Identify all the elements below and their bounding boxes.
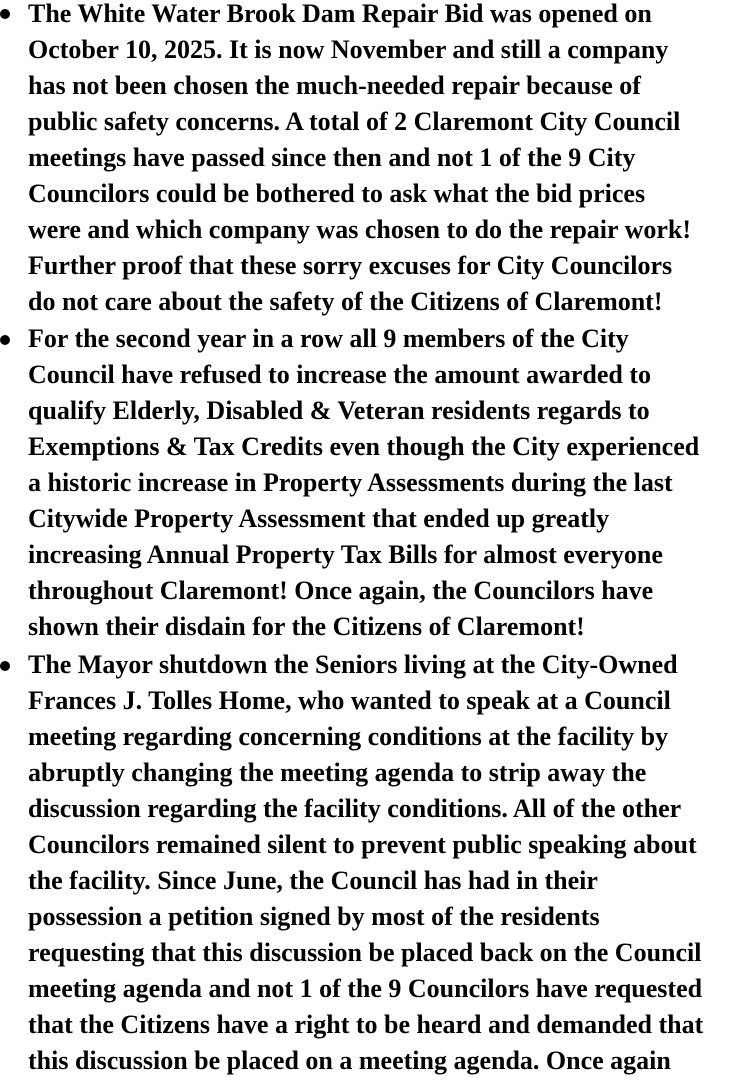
text-line: has not been chosen the much-needed repair because of: [28, 71, 641, 100]
text-line: the facility. Since June, the Council has had in their: [28, 866, 598, 895]
text-line: For the second year in a row all 9 members of the City: [28, 324, 629, 353]
text-line: were and which company was chosen to do the repair work!: [28, 215, 692, 244]
text-line: Council have refused to increase the amount awarded to: [28, 360, 652, 389]
text-line: throughout Claremont! Once again, the Councilors have: [28, 576, 654, 605]
text-line: this discussion be placed on a meeting agenda. Once again: [28, 1046, 671, 1075]
text-line: meeting regarding concerning conditions at the facility by: [28, 722, 669, 751]
text-line: shown their disdain for the Citizens of Claremont!: [28, 612, 585, 641]
text-line: discussion regarding the facility conditions. All of the other: [28, 794, 682, 823]
text-line: do not care about the safety of the Citizens of Claremont!: [28, 287, 663, 316]
text-line: Citywide Property Assessment that ended up greatly: [28, 504, 610, 533]
text-line: The Mayor shutdown the Seniors living at the City-Owned: [28, 650, 678, 679]
text-line: Frances J. Tolles Home, who wanted to speak at a Council: [28, 686, 671, 715]
text-line: a historic increase in Property Assessments during the last: [28, 468, 673, 497]
text-line: possession a petition signed by most of the residents: [28, 902, 600, 931]
bullet-dot-icon: [0, 661, 10, 671]
text-line: public safety concerns. A total of 2 Claremont City Council: [28, 107, 681, 136]
text-line: October 10, 2025. It is now November and still a company: [28, 35, 669, 64]
bullet-dot-icon: [0, 9, 10, 19]
text-line: meeting agenda and not 1 of the 9 Councilors have requested: [28, 974, 703, 1003]
text-line: Councilors could be bothered to ask what the bid prices: [28, 179, 646, 208]
text-line: Further proof that these sorry excuses for City Councilors: [28, 251, 673, 280]
text-line: Councilors remained silent to prevent public speaking about: [28, 830, 697, 859]
text-line: qualify Elderly, Disabled & Veteran residents regards to: [28, 396, 650, 425]
text-line: increasing Annual Property Tax Bills for almost everyone: [28, 540, 663, 569]
text-line: meetings have passed since then and not 1 of the 9 City: [28, 143, 636, 172]
text-line: Exemptions & Tax Credits even though the City experienced: [28, 432, 700, 461]
text-line: that the Citizens have a right to be heard and demanded that: [28, 1010, 704, 1039]
text-line: abruptly changing the meeting agenda to strip away the: [28, 758, 647, 787]
text-line: requesting that this discussion be placed back on the Council: [28, 938, 702, 967]
bullet-dot-icon: [0, 335, 10, 345]
text-line: The White Water Brook Dam Repair Bid was opened on: [28, 0, 652, 28]
